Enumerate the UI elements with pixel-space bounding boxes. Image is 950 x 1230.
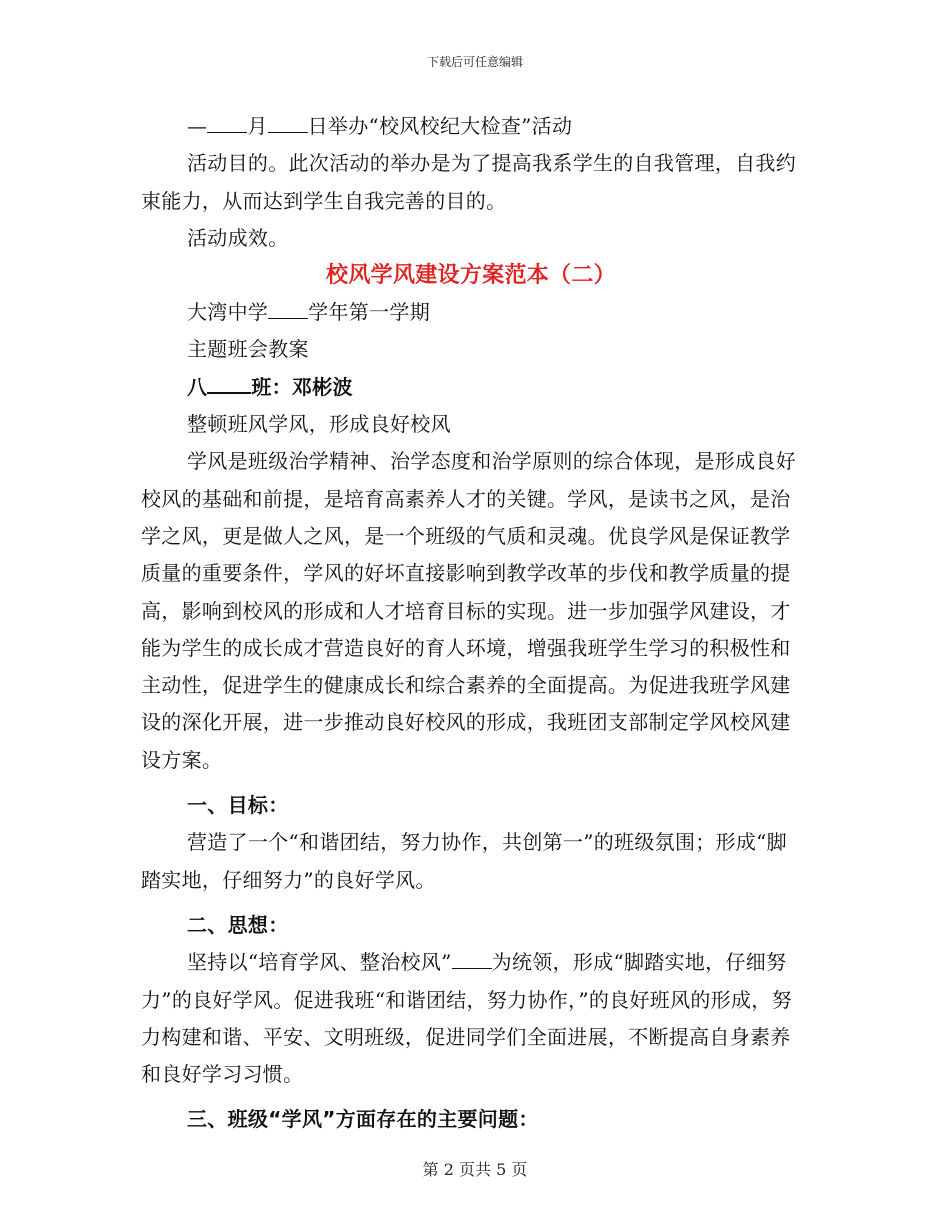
goal-paragraph: 营造了一个“和谐团结，努力协作，共创第一”的班级氛围；形成“脚踏实地，仔细努力”的良好学风。 bbox=[141, 830, 787, 892]
intro-paragraph: 学风是班级治学精神、治学态度和治学原则的综合体现，是形成良好校风的基础和前提，是培育高素养人才的关键。学风，是读书之风，是治学之风，更是做人之风，是一个班级的气质和灵魂。优良学风是保证教学质量的重要条件，学风的好坏直接影响到教学改革的步伐和教学质量的提高，影响到校风的形成和人才培育目标的实现。进一步加强学风建设，才能为学生的成长成才营造良好的育人环境，增强我班学生学习的积极性和主动性，促进学生的健康成长和综合素养的全面提高。为促进我班学风建设的深化开展，进一步推动良好校风的形成，我班团支部制定学风校风建设方案。 bbox=[141, 449, 796, 772]
school-name: 大湾中学 bbox=[187, 300, 269, 325]
blank-field bbox=[268, 114, 308, 133]
problem-heading: 三、班级“学风”方面存在的主要问题： bbox=[187, 1107, 539, 1132]
event-title-text: 日举办“校风校纪大检查”活动 bbox=[307, 114, 573, 138]
lesson-plan-line: 主题班会教案 bbox=[187, 337, 309, 362]
dash-text: — bbox=[187, 114, 208, 138]
blank-field bbox=[452, 950, 492, 969]
month-text: 月 bbox=[247, 114, 268, 138]
page-header: 下载后可任意编辑 bbox=[426, 55, 523, 69]
class-teacher-text: 班：邓彬波 bbox=[251, 374, 353, 399]
purpose-paragraph: 活动目的。此次活动的举办是为了提高我系学生的自我管理，自我约束能力，从而达到学生自我完善的目的。 bbox=[141, 151, 796, 213]
theme-line: 整顿班风学风，形成良好校风 bbox=[187, 412, 451, 437]
effect-paragraph: 活动成效。 bbox=[187, 225, 289, 250]
thought-heading: 二、思想： bbox=[187, 912, 289, 937]
grade-text: 八 bbox=[187, 374, 208, 399]
document-body bbox=[141, 108, 801, 1139]
thought-text-start: 坚持以“培育学风、整治校风” bbox=[187, 950, 452, 975]
thought-text-rest: 为统领，形成“脚踏实地，仔细努力”的良好学风。促进我班“和谐团结，努力协作，”的良好班风的形成，努力构建和谐、平安、文明班级，促进同学们全面进展，不断提高自身素养和良好学习习惯。 bbox=[141, 950, 792, 1087]
blank-field bbox=[207, 374, 251, 394]
class-teacher-line bbox=[141, 369, 801, 406]
goal-heading: 一、目标： bbox=[187, 793, 289, 818]
blank-field bbox=[268, 300, 308, 319]
thought-paragraph bbox=[141, 944, 801, 1093]
event-date-line bbox=[141, 108, 801, 145]
school-term-line bbox=[141, 294, 801, 331]
section-title: 校风学风建设方案范本（二） bbox=[326, 263, 616, 289]
term-text: 学年第一学期 bbox=[308, 300, 431, 325]
blank-field bbox=[207, 114, 247, 133]
page-footer: 第 2 页共 5 页 bbox=[422, 1160, 528, 1179]
